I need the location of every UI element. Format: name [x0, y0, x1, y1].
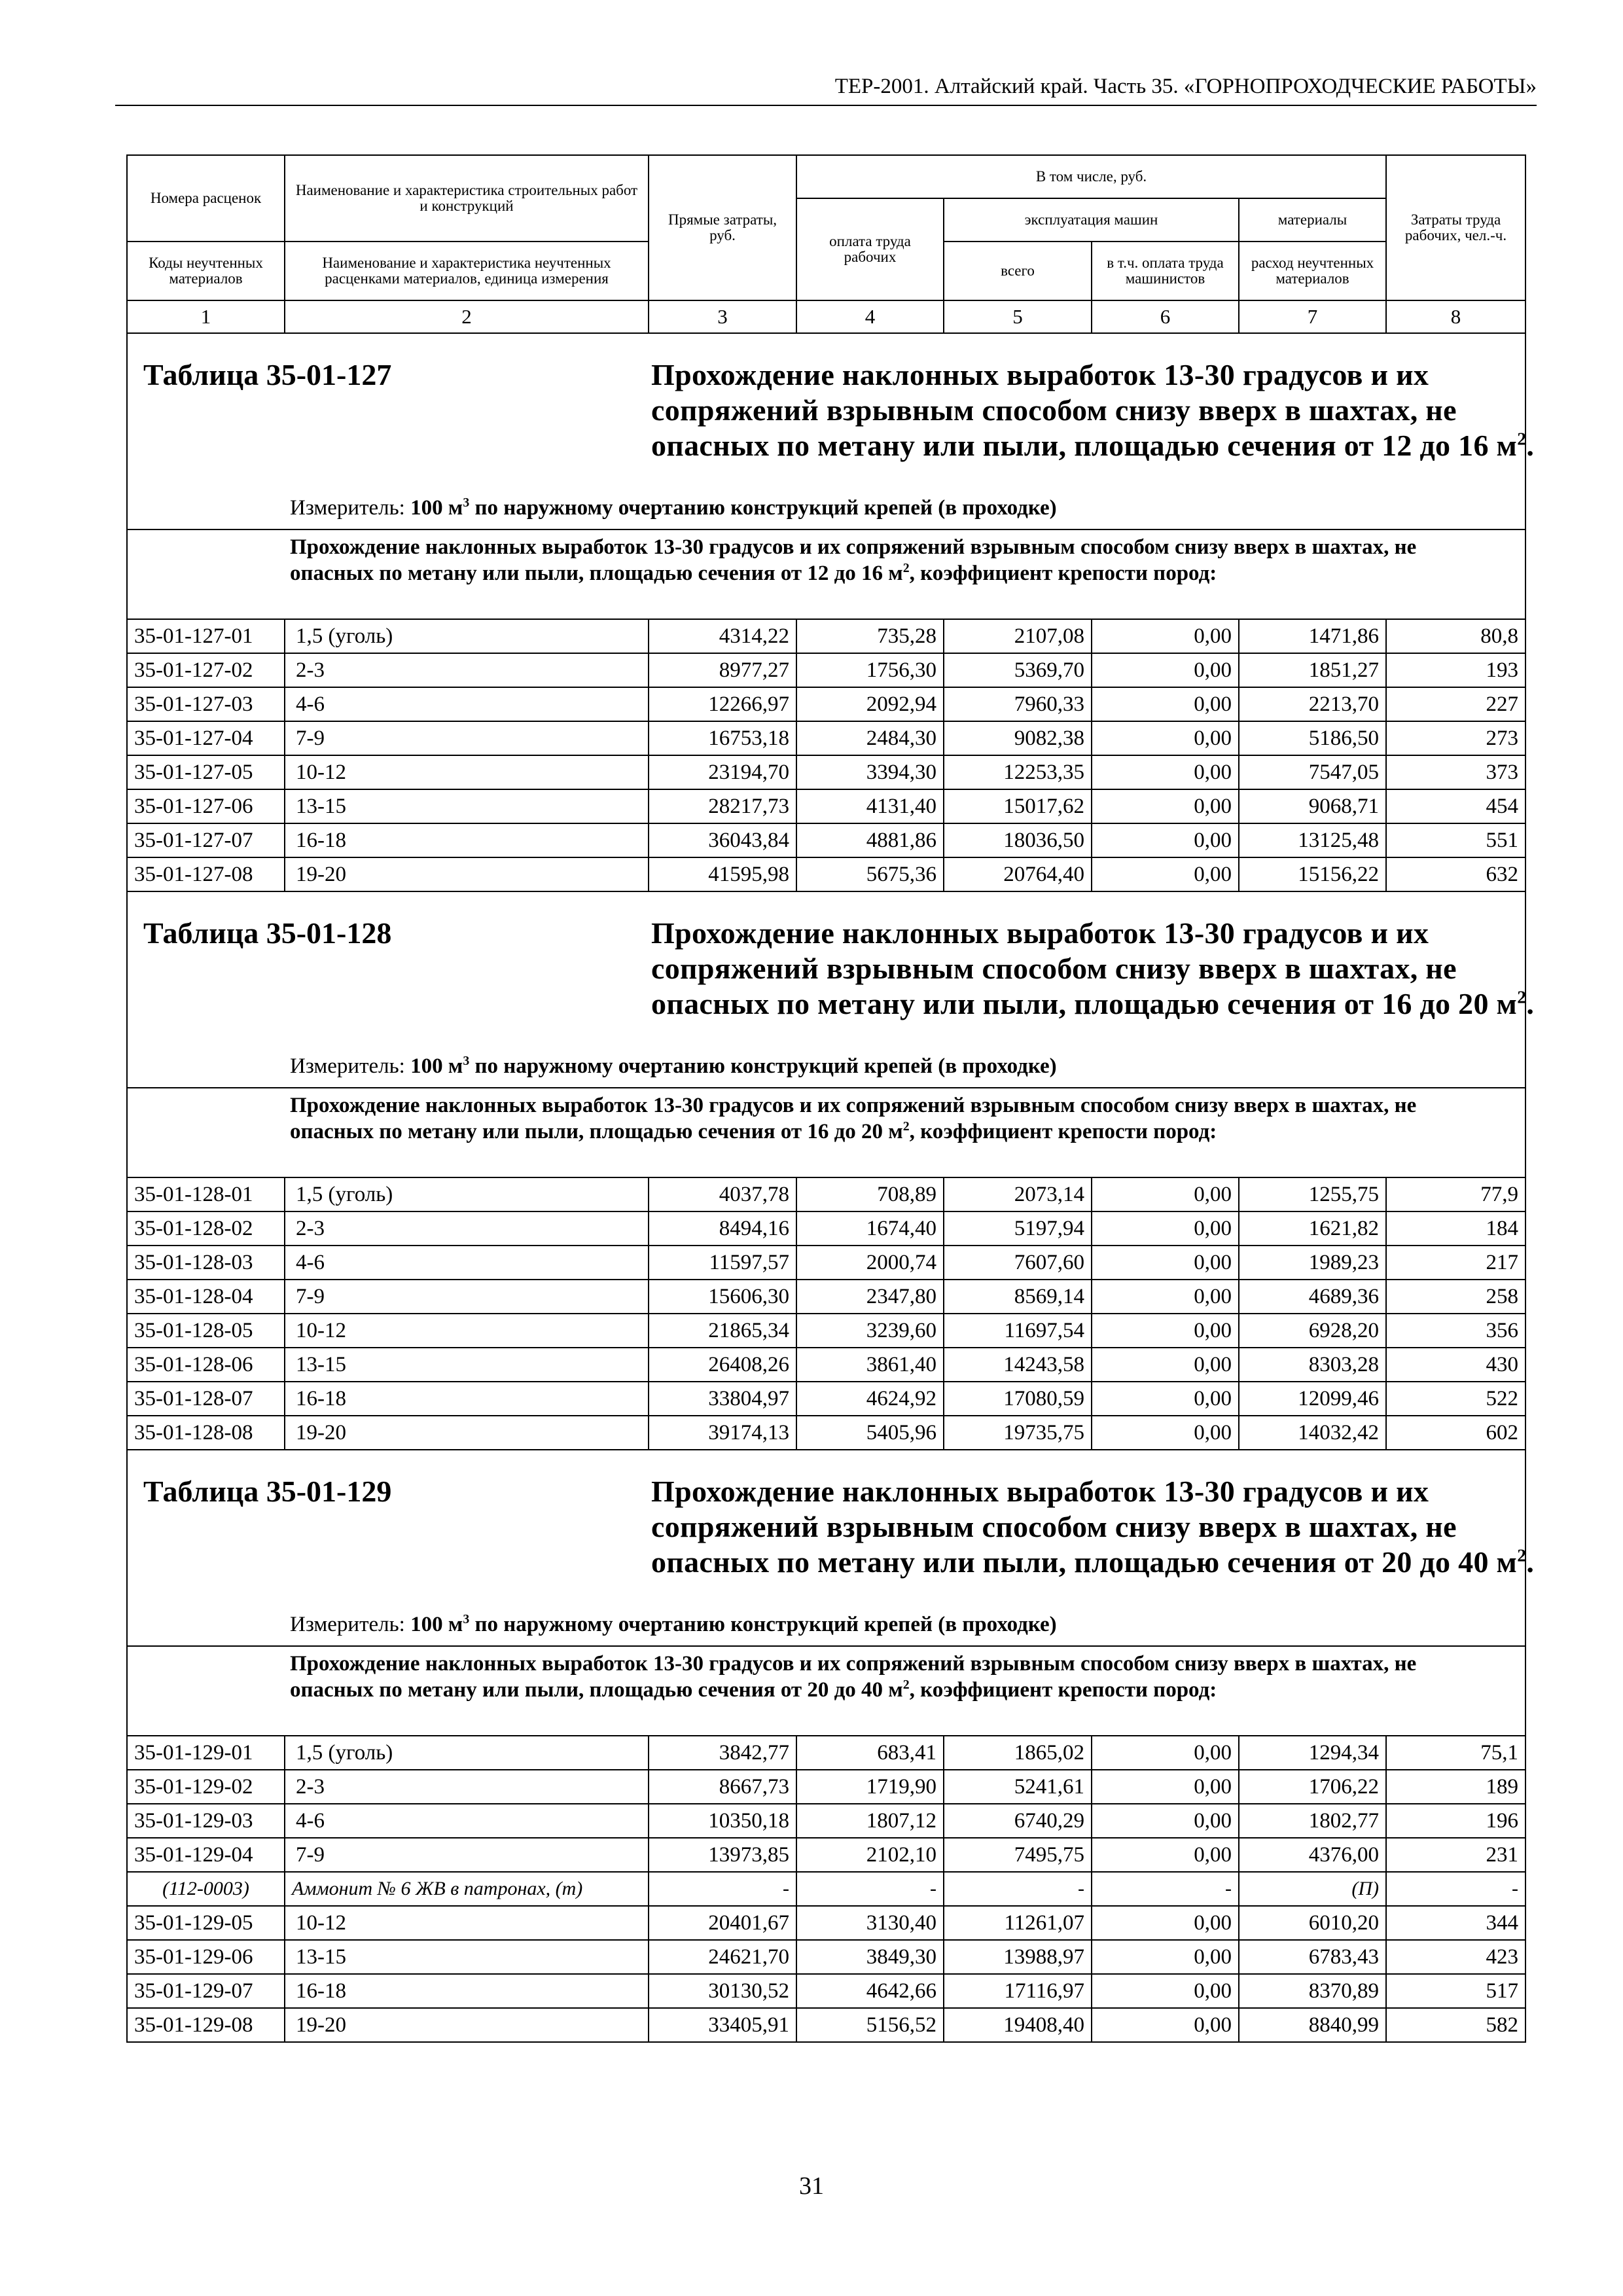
table-row [127, 1736, 1525, 1770]
section-heading: Прохождение наклонных выработок 13-30 градусов и их сопряжений взрывным способом снизу вверх в шахтах, не опасных по метану или пыли, площадью сечения от 20 до 40 $м^2$, коэффициент крепости пород: [290, 1652, 1417, 1702]
header-worker-pay: оплата труда рабочих [796, 198, 944, 300]
table-cell: 1851,27 [1239, 653, 1386, 687]
table-cell: 602 [1386, 1416, 1525, 1450]
table-cell: 7-9 [285, 721, 649, 755]
table-cell: 344 [1386, 1906, 1525, 1940]
table-name: Таблица 35-01-127 [143, 358, 392, 391]
table-cell: 0,00 [1092, 1246, 1239, 1280]
table-cell: 19408,40 [944, 2008, 1092, 2042]
table-cell: 1621,82 [1239, 1211, 1386, 1246]
table-cell: 430 [1386, 1348, 1525, 1382]
table-cell: 35-01-128-04 [127, 1280, 285, 1314]
header-material-names: Наименование и характеристика неучтенных расценками материалов, единица измерения [285, 242, 649, 300]
table-cell: 20764,40 [944, 857, 1092, 891]
table-cell: 35-01-127-07 [127, 823, 285, 857]
table-cell: 2-3 [285, 653, 649, 687]
table-cell: 35-01-129-01 [127, 1736, 285, 1770]
table-cell: Аммонит № 6 ЖВ в патронах, (т) [285, 1872, 649, 1906]
table-cell: 80,8 [1386, 619, 1525, 653]
column-number: 3 [649, 300, 796, 333]
table-cell: 8370,89 [1239, 1974, 1386, 2008]
table-row [127, 1416, 1525, 1450]
table-cell: 1471,86 [1239, 619, 1386, 653]
table-cell: 8494,16 [649, 1211, 796, 1246]
table-cell: 35-01-128-07 [127, 1382, 285, 1416]
column-number: 1 [127, 300, 285, 333]
table-row [127, 619, 1525, 653]
table-cell: 13988,97 [944, 1940, 1092, 1974]
table-cell: 35-01-127-03 [127, 687, 285, 721]
header-machine-operation: эксплуатация машин [944, 198, 1239, 242]
table-cell: 28217,73 [649, 789, 796, 823]
table-cell: 35-01-127-04 [127, 721, 285, 755]
table-cell: 273 [1386, 721, 1525, 755]
table-cell: 3861,40 [796, 1348, 944, 1382]
table-cell: 9082,38 [944, 721, 1092, 755]
table-cell: 39174,13 [649, 1416, 796, 1450]
table-cell: 13125,48 [1239, 823, 1386, 857]
table-row [127, 1348, 1525, 1382]
table-cell: 356 [1386, 1314, 1525, 1348]
table-cell: 2347,80 [796, 1280, 944, 1314]
table-title-cell [127, 1450, 1535, 1646]
table-cell: 4314,22 [649, 619, 796, 653]
table-cell: 35-01-128-03 [127, 1246, 285, 1280]
table-cell: 35-01-128-06 [127, 1348, 285, 1382]
table-cell: 217 [1386, 1246, 1525, 1280]
table-cell: 258 [1386, 1280, 1525, 1314]
table-cell: 5197,94 [944, 1211, 1092, 1246]
table-cell: 0,00 [1092, 1770, 1239, 1804]
page-number: 31 [799, 2172, 824, 2200]
section-heading: Прохождение наклонных выработок 13-30 градусов и их сопряжений взрывным способом снизу вверх в шахтах, не опасных по метану или пыли, площадью сечения от 12 до 16 $м^2$, коэффициент крепости пород: [290, 535, 1417, 585]
table-cell: 0,00 [1092, 687, 1239, 721]
table-cell: 10-12 [285, 1314, 649, 1348]
table-row [127, 857, 1525, 891]
section-heading: Прохождение наклонных выработок 13-30 градусов и их сопряжений взрывным способом снизу вверх в шахтах, не опасных по метану или пыли, площадью сечения от 16 до 20 $м^2$, коэффициент крепости пород: [290, 1094, 1417, 1143]
table-cell: 8977,27 [649, 653, 796, 687]
column-number: 4 [796, 300, 944, 333]
table-row [127, 1974, 1525, 2008]
table-cell: 33405,91 [649, 2008, 796, 2042]
table-cell: 14032,42 [1239, 1416, 1386, 1450]
table-cell: 8303,28 [1239, 1348, 1386, 1382]
column-number: 7 [1239, 300, 1386, 333]
table-cell: 12099,46 [1239, 1382, 1386, 1416]
table-cell: - [796, 1872, 944, 1906]
table-cell: 17116,97 [944, 1974, 1092, 2008]
price-table-container [126, 154, 1535, 2043]
table-cell: 1989,23 [1239, 1246, 1386, 1280]
table-title-row [127, 1450, 1525, 1646]
table-cell: 5405,96 [796, 1416, 944, 1450]
header-material-consumption: расход неучтенных материалов [1239, 242, 1386, 300]
table-cell: 4-6 [285, 687, 649, 721]
table-cell: 196 [1386, 1804, 1525, 1838]
table-cell: 1294,34 [1239, 1736, 1386, 1770]
section-heading-cell [127, 529, 1525, 619]
table-cell: 1,5 (уголь) [285, 1736, 649, 1770]
table-cell: 3394,30 [796, 755, 944, 789]
table-cell: 0,00 [1092, 1177, 1239, 1211]
table-cell: 12253,35 [944, 755, 1092, 789]
table-cell: - [1092, 1872, 1239, 1906]
table-cell: 35-01-129-07 [127, 1974, 285, 2008]
table-cell: 10-12 [285, 755, 649, 789]
table-cell: 517 [1386, 1974, 1525, 2008]
table-cell: 1706,22 [1239, 1770, 1386, 1804]
table-cell: 8840,99 [1239, 2008, 1386, 2042]
column-number: 2 [285, 300, 649, 333]
table-cell: 8569,14 [944, 1280, 1092, 1314]
header-labor-costs: Затраты труда рабочих, чел.-ч. [1386, 155, 1525, 300]
table-cell: 0,00 [1092, 755, 1239, 789]
table-cell: 15606,30 [649, 1280, 796, 1314]
table-cell: 7547,05 [1239, 755, 1386, 789]
table-cell: 423 [1386, 1940, 1525, 1974]
table-row [127, 721, 1525, 755]
table-cell: 13-15 [285, 1348, 649, 1382]
table-title-row [127, 333, 1525, 529]
table-cell: 683,41 [796, 1736, 944, 1770]
measure-unit: Измеритель: 100 $м^3$ по наружному очертанию конструкций крепей (в проходке) [290, 1054, 1057, 1078]
table-cell: 735,28 [796, 619, 944, 653]
table-name: Таблица 35-01-128 [143, 916, 392, 950]
table-cell: 184 [1386, 1211, 1525, 1246]
table-cell: 0,00 [1092, 789, 1239, 823]
table-cell: 4037,78 [649, 1177, 796, 1211]
table-cell: 0,00 [1092, 653, 1239, 687]
table-row [127, 1906, 1525, 1940]
table-row [127, 1940, 1525, 1974]
table-cell: 41595,98 [649, 857, 796, 891]
table-cell: 0,00 [1092, 619, 1239, 653]
table-cell: 1719,90 [796, 1770, 944, 1804]
table-cell: 35-01-128-05 [127, 1314, 285, 1348]
table-cell: 6928,20 [1239, 1314, 1386, 1348]
table-cell: 5156,52 [796, 2008, 944, 2042]
table-cell: 0,00 [1092, 1416, 1239, 1450]
table-cell: 2102,10 [796, 1838, 944, 1872]
table-title-row [127, 891, 1525, 1088]
table-cell: 4881,86 [796, 823, 944, 857]
table-cell: 16-18 [285, 1974, 649, 2008]
table-cell: 2-3 [285, 1770, 649, 1804]
table-cell: 77,9 [1386, 1177, 1525, 1211]
table-cell: 35-01-128-02 [127, 1211, 285, 1246]
table-cell: 1674,40 [796, 1211, 944, 1246]
table-cell: 19-20 [285, 1416, 649, 1450]
table-cell: 0,00 [1092, 1974, 1239, 2008]
table-cell: 23194,70 [649, 755, 796, 789]
table-cell: 551 [1386, 823, 1525, 857]
table-cell: - [1386, 1872, 1525, 1906]
table-row [127, 1246, 1525, 1280]
table-cell: 11261,07 [944, 1906, 1092, 1940]
table-cell: 522 [1386, 1382, 1525, 1416]
table-cell: 7495,75 [944, 1838, 1092, 1872]
table-cell: 15017,62 [944, 789, 1092, 823]
table-cell: 0,00 [1092, 1348, 1239, 1382]
table-row [127, 1314, 1525, 1348]
header-including: В том числе, руб. [796, 155, 1386, 198]
page-header: ТЕР-2001. Алтайский край. Часть 35. «ГОРНОПРОХОДЧЕСКИЕ РАБОТЫ» [115, 71, 1537, 106]
table-cell: 0,00 [1092, 823, 1239, 857]
table-cell: 0,00 [1092, 1211, 1239, 1246]
table-cell: 6783,43 [1239, 1940, 1386, 1974]
table-cell: 35-01-127-05 [127, 755, 285, 789]
table-row [127, 823, 1525, 857]
column-number: 5 [944, 300, 1092, 333]
material-note-row [127, 1872, 1525, 1906]
section-heading-cell [127, 1646, 1525, 1736]
table-cell: 18036,50 [944, 823, 1092, 857]
table-cell: 2000,74 [796, 1246, 944, 1280]
table-cell: 0,00 [1092, 1736, 1239, 1770]
table-cell: 16-18 [285, 823, 649, 857]
table-cell: 4-6 [285, 1804, 649, 1838]
table-cell: 21865,34 [649, 1314, 796, 1348]
table-cell: 75,1 [1386, 1736, 1525, 1770]
table-cell: 20401,67 [649, 1906, 796, 1940]
table-cell: 0,00 [1092, 1314, 1239, 1348]
table-cell: 35-01-129-03 [127, 1804, 285, 1838]
table-cell: 2484,30 [796, 721, 944, 755]
table-cell: 26408,26 [649, 1348, 796, 1382]
table-cell: 8667,73 [649, 1770, 796, 1804]
column-number-row [127, 300, 1525, 333]
table-cell: 35-01-128-08 [127, 1416, 285, 1450]
table-cell: 7607,60 [944, 1246, 1092, 1280]
measure-unit: Измеритель: 100 $м^3$ по наружному очертанию конструкций крепей (в проходке) [290, 1612, 1057, 1636]
table-cell: 19-20 [285, 857, 649, 891]
table-row [127, 1211, 1525, 1246]
table-cell: 35-01-127-06 [127, 789, 285, 823]
table-cell: 16-18 [285, 1382, 649, 1416]
table-cell: 13973,85 [649, 1838, 796, 1872]
table-cell: 2092,94 [796, 687, 944, 721]
table-row [127, 1804, 1525, 1838]
header-machines-total: всего [944, 242, 1092, 300]
table-name: Таблица 35-01-129 [143, 1475, 392, 1508]
table-cell: 0,00 [1092, 721, 1239, 755]
table-cell: 5186,50 [1239, 721, 1386, 755]
table-cell: 189 [1386, 1770, 1525, 1804]
table-cell: 17080,59 [944, 1382, 1092, 1416]
table-cell: 632 [1386, 857, 1525, 891]
table-row [127, 1280, 1525, 1314]
table-cell: 35-01-129-04 [127, 1838, 285, 1872]
table-cell: 4131,40 [796, 789, 944, 823]
column-number: 6 [1092, 300, 1239, 333]
section-heading-cell [127, 1088, 1525, 1177]
table-cell: 7-9 [285, 1838, 649, 1872]
table-row [127, 2008, 1525, 2042]
table-row [127, 687, 1525, 721]
table-cell: 13-15 [285, 1940, 649, 1974]
table-row [127, 1177, 1525, 1211]
table-cell: 0,00 [1092, 1382, 1239, 1416]
table-cell: 4624,92 [796, 1382, 944, 1416]
table-cell: 1,5 (уголь) [285, 619, 649, 653]
table-cell: 3849,30 [796, 1940, 944, 1974]
table-cell: 231 [1386, 1838, 1525, 1872]
table-title-cell [127, 891, 1535, 1088]
table-cell: 582 [1386, 2008, 1525, 2042]
table-cell: 4376,00 [1239, 1838, 1386, 1872]
table-cell: 11697,54 [944, 1314, 1092, 1348]
table-cell: 193 [1386, 653, 1525, 687]
table-cell: 6010,20 [1239, 1906, 1386, 1940]
table-cell: 0,00 [1092, 1804, 1239, 1838]
table-header [127, 155, 1525, 333]
table-cell: 0,00 [1092, 1280, 1239, 1314]
table-cell: (П) [1239, 1872, 1386, 1906]
table-cell: 2107,08 [944, 619, 1092, 653]
table-body [127, 333, 1535, 2042]
header-material-codes: Коды неучтенных материалов [127, 242, 285, 300]
table-cell: 227 [1386, 687, 1525, 721]
table-cell: 35-01-127-01 [127, 619, 285, 653]
table-cell: 35-01-127-02 [127, 653, 285, 687]
table-cell: 708,89 [796, 1177, 944, 1211]
table-cell: 12266,97 [649, 687, 796, 721]
table-cell: 6740,29 [944, 1804, 1092, 1838]
table-cell: 35-01-128-01 [127, 1177, 285, 1211]
table-cell: 30130,52 [649, 1974, 796, 2008]
header-rate-number: Номера расценок [127, 155, 285, 242]
header-materials: материалы [1239, 198, 1386, 242]
section-heading-row [127, 529, 1525, 619]
table-cell: 9068,71 [1239, 789, 1386, 823]
table-cell: 33804,97 [649, 1382, 796, 1416]
table-cell: 11597,57 [649, 1246, 796, 1280]
table-cell: 4642,66 [796, 1974, 944, 2008]
table-cell: 35-01-129-06 [127, 1940, 285, 1974]
table-row [127, 653, 1525, 687]
table-cell: 1255,75 [1239, 1177, 1386, 1211]
table-cell: 5675,36 [796, 857, 944, 891]
table-row [127, 1770, 1525, 1804]
table-cell: - [649, 1872, 796, 1906]
table-cell: 35-01-127-08 [127, 857, 285, 891]
table-cell: 35-01-129-08 [127, 2008, 285, 2042]
column-number: 8 [1386, 300, 1525, 333]
table-cell: 14243,58 [944, 1348, 1092, 1382]
table-cell: 2-3 [285, 1211, 649, 1246]
table-cell: 1802,77 [1239, 1804, 1386, 1838]
table-description: Прохождение наклонных выработок 13-30 градусов и их сопряжений взрывным способом снизу вверх в шахтах, не опасных по метану или пыли, площадью сечения от 12 до 16 $м^2$. [651, 358, 1535, 462]
table-cell: 15156,22 [1239, 857, 1386, 891]
table-cell: 19735,75 [944, 1416, 1092, 1450]
header-direct-costs: Прямые затраты, руб. [649, 155, 796, 300]
table-cell: 10-12 [285, 1906, 649, 1940]
table-cell: 13-15 [285, 789, 649, 823]
measure-unit: Измеритель: 100 $м^3$ по наружному очертанию конструкций крепей (в проходке) [290, 495, 1057, 520]
price-table [126, 154, 1535, 2043]
table-cell: 19-20 [285, 2008, 649, 2042]
section-heading-row [127, 1088, 1525, 1177]
table-cell: 7960,33 [944, 687, 1092, 721]
table-description: Прохождение наклонных выработок 13-30 градусов и их сопряжений взрывным способом снизу вверх в шахтах, не опасных по метану или пыли, площадью сечения от 20 до 40 $м^2$. [651, 1475, 1535, 1579]
table-title-cell [127, 333, 1535, 529]
table-cell: 1756,30 [796, 653, 944, 687]
table-cell: 0,00 [1092, 1940, 1239, 1974]
table-cell: 3239,60 [796, 1314, 944, 1348]
table-cell: 7-9 [285, 1280, 649, 1314]
table-cell: 0,00 [1092, 1906, 1239, 1940]
table-cell: 1,5 (уголь) [285, 1177, 649, 1211]
table-cell: 24621,70 [649, 1940, 796, 1974]
section-heading-row [127, 1646, 1525, 1736]
table-cell: 2073,14 [944, 1177, 1092, 1211]
table-cell: 35-01-129-02 [127, 1770, 285, 1804]
table-cell: - [944, 1872, 1092, 1906]
table-cell: 4-6 [285, 1246, 649, 1280]
table-row [127, 755, 1525, 789]
table-cell: 36043,84 [649, 823, 796, 857]
table-cell: 454 [1386, 789, 1525, 823]
table-cell: 35-01-129-05 [127, 1906, 285, 1940]
table-cell: 10350,18 [649, 1804, 796, 1838]
table-cell: 373 [1386, 755, 1525, 789]
table-row [127, 1838, 1525, 1872]
header-machinist-pay: в т.ч. оплата труда машинистов [1092, 242, 1239, 300]
table-cell: 3842,77 [649, 1736, 796, 1770]
table-cell: 3130,40 [796, 1906, 944, 1940]
header-work-name: Наименование и характеристика строительных работ и конструкций [285, 155, 649, 242]
table-cell: 16753,18 [649, 721, 796, 755]
table-cell: 2213,70 [1239, 687, 1386, 721]
table-cell: (112-0003) [127, 1872, 285, 1906]
table-cell: 4689,36 [1239, 1280, 1386, 1314]
table-row [127, 1382, 1525, 1416]
table-cell: 1807,12 [796, 1804, 944, 1838]
table-cell: 0,00 [1092, 857, 1239, 891]
table-cell: 0,00 [1092, 2008, 1239, 2042]
table-description: Прохождение наклонных выработок 13-30 градусов и их сопряжений взрывным способом снизу вверх в шахтах, не опасных по метану или пыли, площадью сечения от 16 до 20 $м^2$. [651, 916, 1535, 1020]
table-row [127, 789, 1525, 823]
table-cell: 5369,70 [944, 653, 1092, 687]
table-cell: 5241,61 [944, 1770, 1092, 1804]
table-cell: 0,00 [1092, 1838, 1239, 1872]
table-cell: 1865,02 [944, 1736, 1092, 1770]
